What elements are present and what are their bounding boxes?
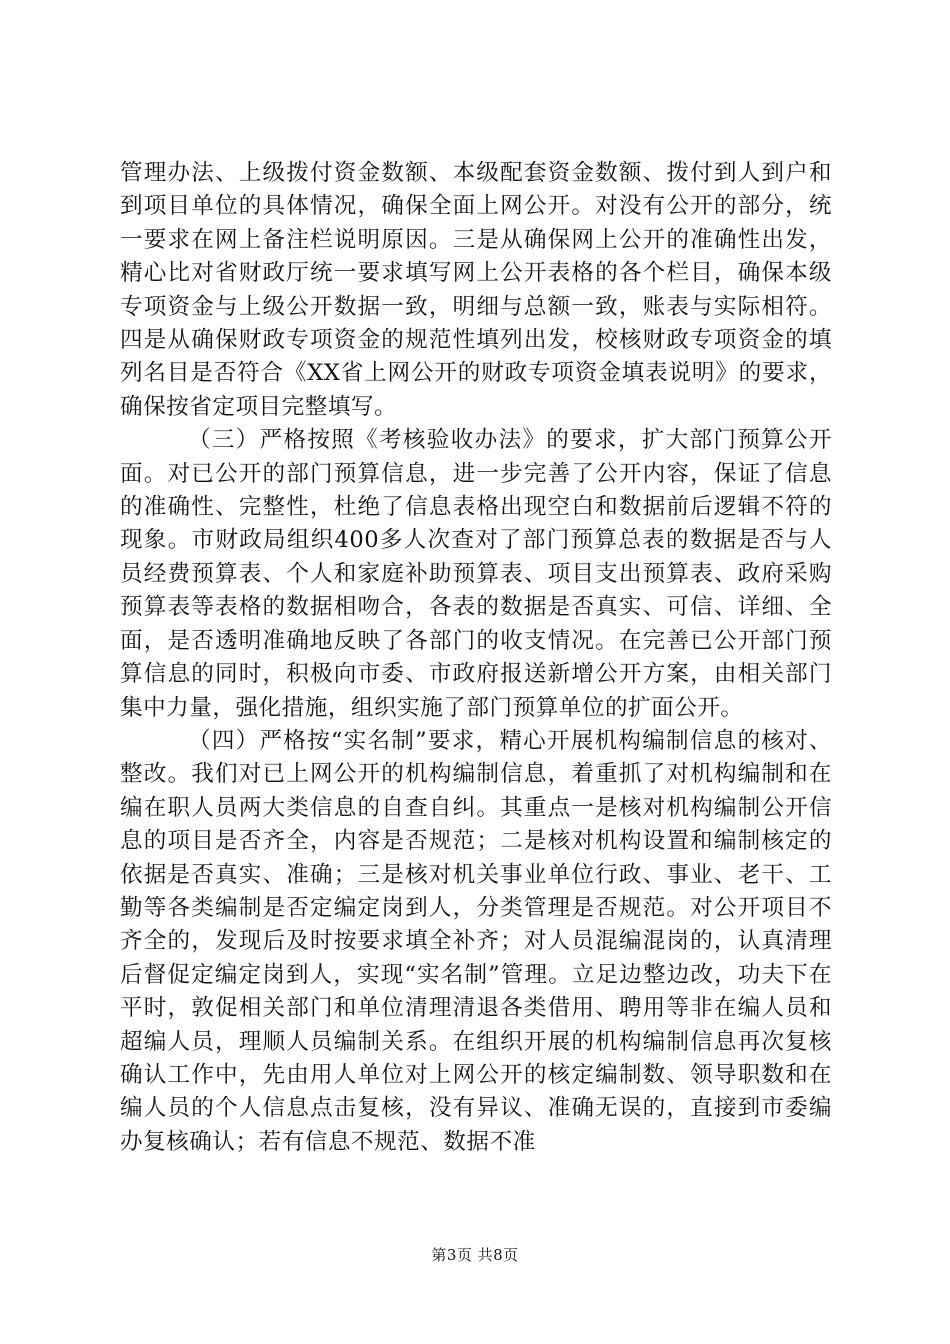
document-body — [120, 157, 832, 1159]
page-number: 第3页 共8页 — [431, 1246, 519, 1264]
paragraph-section-three: （三）严格按照《考核验收办法》的要求，扩大部门预算公开面。对已公开的部门预算信息，进一步完善了公开内容，保证了信息的准确性、完整性，杜绝了信息表格出现空白和数据前后逻辑不符的现象。市财政局组织400多人次查对了部门预算总表的数据是否与人员经费预算表、个人和家庭补助预算表、项目支出预算表、政府采购预算表等表格的数据相吻合，各表的数据是否真实、可信、详细、全面，是否透明准确地反映了各部门的收支情况。在完善已公开部门预算信息的同时，积极向市委、市政府报送新增公开方案，由相关部门集中力量，强化措施，组织实施了部门预算单位的扩面公开。 — [120, 427, 832, 721]
paragraph-section-four: （四）严格按“实名制”要求，精心开展机构编制信息的核对、整改。我们对已上网公开的机构编制信息，着重抓了对机构编制和在编在职人员两大类信息的自查自纠。其重点一是核对机构编制公开信息的项目是否齐全，内容是否规范；二是核对机构设置和编制核定的依据是否真实、准确；三是核对机关事业单位行政、事业、老干、工勤等各类编制是否定编定岗到人，分类管理是否规范。对公开项目不齐全的，发现后及时按要求填全补齐；对人员混编混岗的，认真清理后督促定编定岗到人，实现“实名制”管理。立足边整边改，功夫下在平时，敦促相关部门和单位清理清退各类借用、聘用等非在编人员和超编人员，理顺人员编制关系。在组织开展的机构编制信息再次复核确认工作中，先由用人单位对上网公开的核定编制数、领导职数和在编人员的个人信息点击复核，没有异议、准确无误的，直接到市委编办复核确认；若有信息不规范、数据不准 — [120, 727, 832, 1155]
page-footer — [0, 1245, 950, 1265]
paragraph-continuation: 管理办法、上级拨付资金数额、本级配套资金数额、拨付到人到户和到项目单位的具体情况，确保全面上网公开。对没有公开的部分，统一要求在网上备注栏说明原因。三是从确保网上公开的准确性出发，精心比对省财政厅统一要求填写网上公开表格的各个栏目，确保本级专项资金与上级公开数据一致，明细与总额一致，账表与实际相符。四是从确保财政专项资金的规范性填列出发，校核财政专项资金的填列名目是否符合《XX省上网公开的财政专项资金填表说明》的要求，确保按省定项目完整填写。 — [120, 160, 832, 420]
